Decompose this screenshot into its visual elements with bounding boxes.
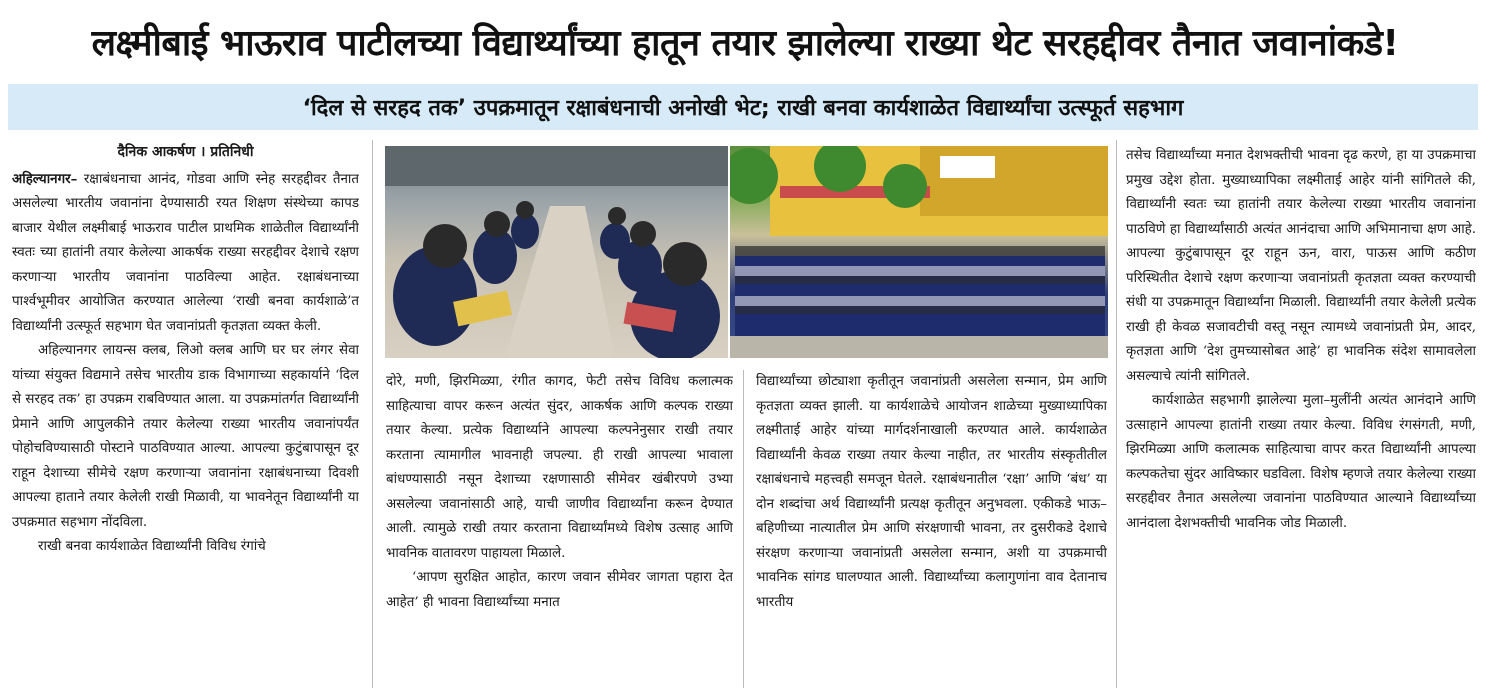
photo-illustration bbox=[385, 146, 728, 358]
paragraph: तसेच विद्यार्थ्यांच्या मनात देशभक्तीची भावना दृढ करणे, हा या उपक्रमाचा प्रमुख उद्देश होता. मुख्याध्यापिका लक्ष्मीताई आहेर यांनी सांगितले की, विद्यार्थ्यांनी स्वतः च्या हातांनी तयार केलेल्या राख्या भारतीय जवानांना पाठविणे हा विद्यार्थ्यांसाठी अत्यंत आनंदाचा आणि अभिमानाचा क्षण आहे. आपल्या कुटुंबापासून दूर राहून ऊन, वारा, पाऊस आणि कठीण परिस्थितीत देशाचे रक्षण करणाऱ्या जवानांप्रती कृतज्ञता व्यक्त करण्याची संधी या उपक्रमातून विद्यार्थ्यांना मिळाली. विद्यार्थ्यांनी तयार केलेली प्रत्येक राखी ही केवळ सजावटीची वस्तू नसून त्यामध्ये जवानांप्रती प्रेम, आदर, कृतज्ञता आणि ‘देश तुमच्यासोबत आहे’ हा भावनिक संदेश सामावलेला असल्याचे त्यांनी सांगितले. bbox=[1126, 148, 1476, 384]
dateline: अहिल्यानगर– bbox=[12, 170, 78, 187]
article-column-1 bbox=[12, 140, 359, 688]
paragraph: अहिल्यानगर लायन्स क्लब, लिओ क्लब आणि घर घर लंगर सेवा यांच्या संयुक्त विद्यमाने तसेच भारतीय डाक विभागाच्या सहकार्याने ‘दिल से सरहद तक’ हा उपक्रम राबविण्यात आला. या उपक्रमांतर्गत विद्यार्थ्यांनी प्रेमाने आणि आपुलकीने तयार केलेल्या राख्या भारतीय जवानांपर्यंत पोहोचविण्यासाठी पोस्टाने पाठविण्यात आल्या. आपल्या कुटुंबापासून दूर राहून देशाच्या सीमेचे रक्षण करणाऱ्या जवानांना रक्षाबंधनाच्या दिवशी आपल्या हाताने तयार केलेली राखी मिळावी, या भावनेतून विद्यार्थ्यांनी या उपक्रमात सहभाग नोंदविला. bbox=[12, 343, 359, 530]
photo-illustration bbox=[730, 146, 1108, 358]
paragraph: दोरे, मणी, झिरमिळ्या, रंगीत कागद, फेटी तसेच विविध कलात्मक साहित्याचा वापर करून अत्यंत सुंदर, आकर्षक आणि कल्पक राख्या तयार केल्या. प्रत्येक विद्यार्थ्याने आपल्या कल्पनेनुसार राखी तयार करताना त्यामागील भावनाही जपल्या. ही राखी आपल्या भावाला बांधण्यासाठी नसून देशाच्या रक्षणासाठी सीमेवर खंबीरपणे उभ्या असलेल्या जवानांसाठी आहे, याची जाणीव विद्यार्थ्यांना करून देण्यात आली. त्यामुळे राखी तयार करताना विद्यार्थ्यांमध्ये विशेष उत्साह आणि भावनिक वातावरण पाहायला मिळाले. bbox=[386, 374, 733, 561]
paragraph: विद्यार्थ्यांच्या छोट्याशा कृतीतून जवानांप्रती असलेला सन्मान, प्रेम आणि कृतज्ञता व्यक्त झाली. या कार्यशाळेचे आयोजन शाळेच्या मुख्याध्यापिका लक्ष्मीताई आहेर यांच्या मार्गदर्शनाखाली करण्यात आले. कार्यशाळेत विद्यार्थ्यांनी केवळ राख्या तयार केल्या नाहीत, तर भारतीय संस्कृतीतील रक्षाबंधनाचे महत्त्वही समजून घेतले. रक्षाबंधनातील ‘रक्षा’ आणि ‘बंध’ या दोन शब्दांचा अर्थ विद्यार्थ्यांनी प्रत्यक्ष कृतीतून अनुभवला. एकीकडे भाऊ–बहिणीच्या नात्यातील प्रेम आणि संरक्षणाची भावना, तर दुसरीकडे देशाचे संरक्षण करणाऱ्या जवानांप्रती असलेला सन्मान, अशी या उपक्रमाची भावनिक सांगड घालण्यात आली. विद्यार्थ्यांच्या कलागुणांना वाव देतानाच भारतीय bbox=[756, 374, 1107, 610]
article-column-3 bbox=[756, 370, 1107, 688]
column-rule bbox=[372, 140, 373, 688]
paragraph: राखी बनवा कार्यशाळेत विद्यार्थ्यांनी विविध रंगांचे bbox=[38, 539, 266, 554]
paragraph: ‘आपण सुरक्षित आहोत, कारण जवान सीमेवर जागता पहारा देत आहेत’ ही भावना विद्यार्थ्यांच्या मनात bbox=[386, 570, 733, 610]
paragraph-text: रक्षाबंधनाचा आनंद, गोडवा आणि स्नेह सरहद्दीवर तैनात असलेल्या भारतीय जवानांना देण्यासाठी रयत शिक्षण संस्थेच्या कापड बाजार येथील लक्ष्मीबाई भाऊराव पाटील प्राथमिक शाळेतील विद्यार्थ्यांनी स्वतः च्या हातांनी तयार केलेल्या आकर्षक राख्या सरहद्दीवर देशाचे रक्षण करणाऱ्या भारतीय जवानांना पाठविल्या आहेत. रक्षाबंधनाच्या पार्श्वभूमीवर आयोजित करण्यात आलेल्या ‘राखी बनवा कार्यशाळे’त विद्यार्थ्यांनी उत्स्फूर्त सहभाग घेत जवानांप्रती कृतज्ञता व्यक्त केली. bbox=[12, 171, 359, 334]
article-column-4 bbox=[1126, 144, 1476, 688]
column-rule bbox=[1116, 140, 1117, 688]
paragraph: कार्यशाळेत सहभागी झालेल्या मुला–मुलींनी अत्यंत आनंदाने आणि उत्साहाने आपल्या हातांनी राख्या तयार केल्या. विविध रंगसंगती, मणी, झिरमिळ्या आणि कलात्मक साहित्याचा वापर करत विद्यार्थ्यांनी आपल्या कल्पकतेचा सुंदर आविष्कार घडविला. विशेष म्हणजे तयार केलेल्या राख्या सरहद्दीवर तैनात असलेल्या जवानांना पाठविण्यात आल्याने विद्यार्थ्यांच्या आनंदाला देशभक्तीची भावनिक जोड मिळाली. bbox=[1126, 393, 1476, 531]
byline: दैनिक आकर्षण । प्रतिनिधी bbox=[117, 144, 254, 160]
article-column-2 bbox=[386, 370, 733, 688]
column-rule bbox=[743, 370, 744, 688]
photo-group-students bbox=[730, 146, 1108, 358]
photo-students-making-rakhi bbox=[385, 146, 728, 358]
headline: लक्ष्मीबाई भाऊराव पाटीलच्या विद्यार्थ्यांच्या हातून तयार झालेल्या राख्या थेट सरहद्दीवर तैनात जवानांकडे! bbox=[91, 22, 1399, 64]
paragraph bbox=[12, 167, 359, 340]
subheadline: ‘दिल से सरहद तक’ उपक्रमातून रक्षाबंधनाची अनोखी भेट; राखी बनवा कार्यशाळेत विद्यार्थ्यांचा उत्स्फूर्त सहभाग bbox=[8, 84, 1478, 130]
